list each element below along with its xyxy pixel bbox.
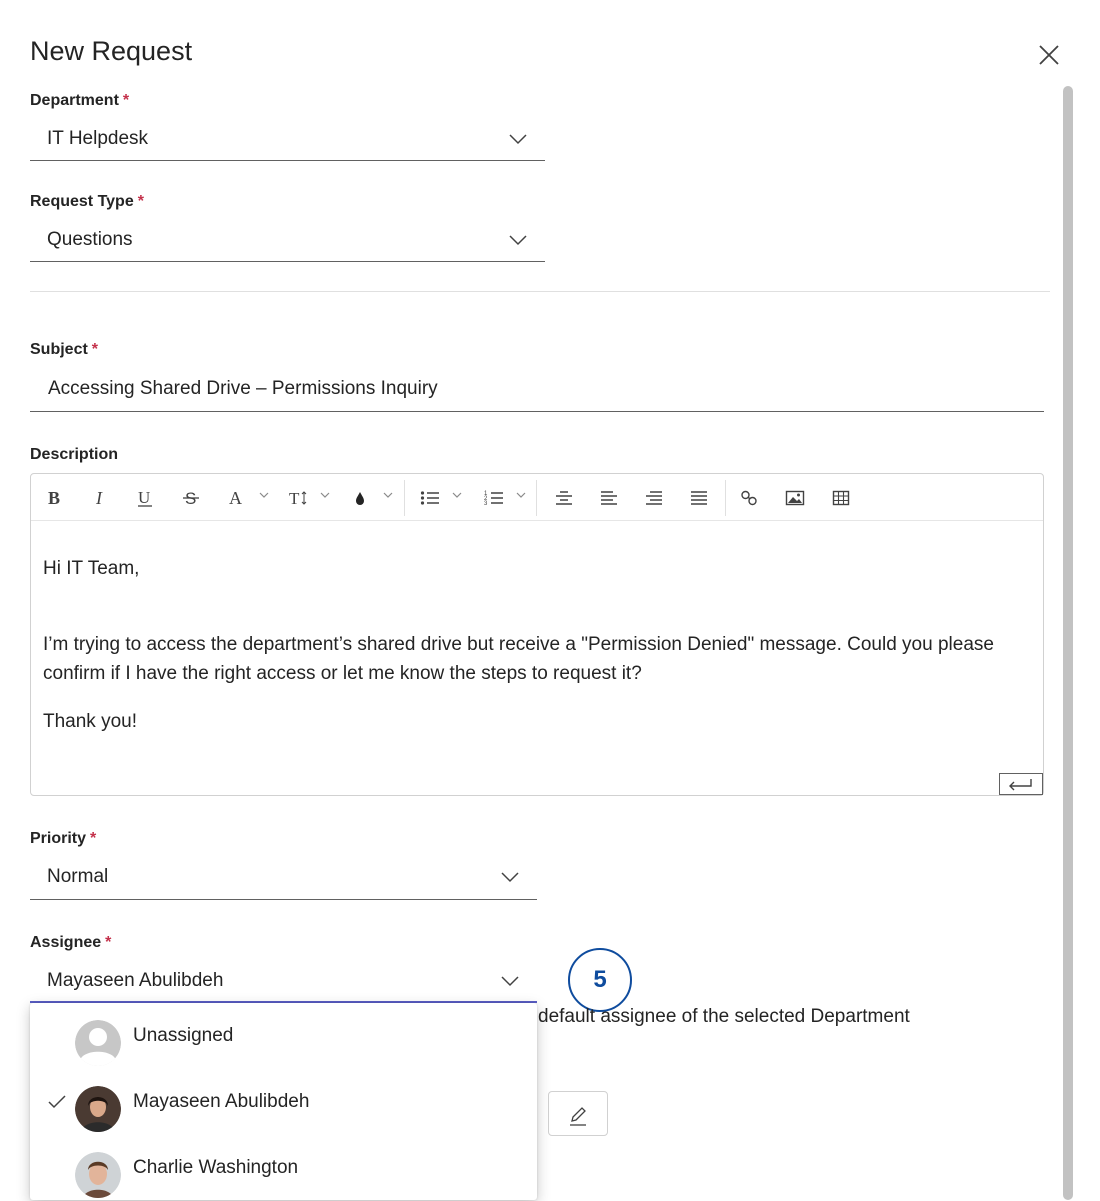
align-right-button[interactable]	[642, 486, 666, 510]
bold-icon	[46, 489, 62, 507]
scrollbar-thumb[interactable]	[1063, 86, 1073, 1200]
editor-paragraph: I’m trying to access the department’s shared drive but receive a "Permission Denied" message. Could you please confirm if I have the right access or let me know the steps to request it?	[43, 634, 994, 684]
toolbar-separator	[725, 480, 726, 516]
dialog-title: New Request	[30, 36, 193, 66]
align-left-icon	[600, 490, 618, 506]
section-divider	[30, 291, 1050, 292]
numbered-list-button[interactable]	[481, 486, 507, 510]
numbered-list-icon	[484, 489, 504, 507]
assignee-select[interactable]	[30, 965, 537, 1003]
department-select[interactable]	[30, 123, 545, 161]
editor-content[interactable]	[43, 554, 1031, 736]
priority-value: Normal	[47, 866, 109, 887]
required-mark: *	[91, 341, 99, 358]
strikethrough-icon	[182, 488, 200, 508]
option-name: Mayaseen Abulibdeh	[133, 1091, 310, 1112]
justify-button[interactable]	[687, 486, 711, 510]
user-photo-icon	[75, 1152, 121, 1198]
svg-text:T: T	[289, 489, 300, 508]
underline-button[interactable]	[134, 486, 156, 510]
table-icon	[832, 490, 850, 506]
bold-button[interactable]	[43, 486, 65, 510]
subject-value: Accessing Shared Drive – Permissions Inquiry	[48, 378, 438, 399]
toolbar-separator	[404, 480, 405, 516]
bullet-list-button[interactable]	[417, 486, 443, 510]
subject-input[interactable]	[30, 371, 1044, 412]
svg-text:I: I	[96, 489, 102, 507]
subject-label: Subject *	[30, 341, 99, 358]
align-left-button[interactable]	[597, 486, 621, 510]
user-photo-icon	[75, 1086, 121, 1132]
chevron-down-icon[interactable]	[452, 491, 462, 499]
font-size-icon	[288, 488, 310, 508]
svg-text:1: 1	[484, 491, 488, 497]
close-icon	[1036, 42, 1062, 68]
required-mark: *	[137, 193, 144, 210]
ink-drop-icon	[353, 490, 367, 506]
chevron-down-icon	[501, 871, 519, 883]
assignee-dropdown	[30, 1003, 537, 1200]
italic-button[interactable]	[89, 486, 111, 510]
required-mark: *	[122, 92, 130, 109]
step-badge: 5	[568, 948, 632, 1012]
chevron-down-icon	[501, 975, 519, 987]
assignee-value: Mayaseen Abulibdeh	[47, 970, 224, 991]
align-center-button[interactable]	[552, 486, 576, 510]
underline-icon	[136, 488, 154, 508]
insert-table-button[interactable]	[829, 486, 853, 510]
chevron-down-icon[interactable]	[383, 491, 393, 499]
option-name: Charlie Washington	[133, 1157, 299, 1178]
insert-link-button[interactable]	[737, 486, 761, 510]
chevron-down-icon[interactable]	[320, 491, 330, 499]
font-size-button[interactable]	[287, 486, 311, 510]
assignee-option-unassigned[interactable]	[30, 1003, 537, 1069]
chevron-down-icon	[509, 133, 527, 145]
required-mark: *	[90, 830, 97, 847]
editor-toolbar	[31, 474, 1043, 521]
required-mark: *	[105, 934, 112, 951]
description-label: Description	[30, 446, 119, 463]
strikethrough-button[interactable]	[180, 486, 202, 510]
request-type-value: Questions	[47, 229, 133, 250]
bullet-list-icon	[420, 490, 440, 506]
avatar	[75, 1020, 121, 1066]
priority-label: Priority *	[30, 830, 97, 847]
description-editor[interactable]	[30, 473, 1044, 796]
assignee-option-charlie[interactable]	[30, 1135, 537, 1201]
enter-key-icon	[1000, 774, 1042, 794]
justify-icon	[690, 490, 708, 506]
italic-icon	[92, 489, 108, 507]
department-label: Department *	[30, 92, 130, 109]
image-icon	[785, 490, 805, 506]
svg-text:U: U	[138, 488, 151, 507]
insert-image-button[interactable]	[783, 486, 807, 510]
assignee-helper-text: default assignee of the selected Department	[538, 1006, 910, 1027]
chevron-down-icon[interactable]	[259, 491, 269, 499]
chevron-down-icon[interactable]	[516, 491, 526, 499]
align-center-icon	[555, 490, 573, 506]
svg-text:3: 3	[484, 501, 488, 507]
highlight-button[interactable]	[349, 486, 371, 510]
request-type-label: Request Type *	[30, 193, 144, 210]
editor-paragraph: Thank you!	[43, 711, 137, 732]
insert-line-break-button[interactable]	[999, 773, 1043, 795]
person-placeholder-icon	[75, 1020, 121, 1066]
link-icon	[740, 489, 758, 507]
font-color-button[interactable]	[225, 486, 247, 510]
priority-select[interactable]	[30, 861, 537, 900]
request-type-select[interactable]	[30, 224, 545, 262]
department-value: IT Helpdesk	[47, 128, 149, 149]
pencil-icon	[549, 1092, 607, 1135]
edit-button[interactable]	[548, 1091, 608, 1136]
svg-text:B: B	[48, 489, 61, 507]
svg-text:2: 2	[484, 496, 488, 502]
toolbar-separator	[536, 480, 537, 516]
svg-text:S: S	[185, 489, 197, 508]
align-right-icon	[645, 490, 663, 506]
avatar	[75, 1086, 121, 1132]
checkmark-icon	[48, 1095, 66, 1109]
close-button[interactable]	[1036, 42, 1062, 68]
chevron-down-icon	[509, 234, 527, 246]
font-color-icon	[227, 488, 245, 508]
assignee-label: Assignee *	[30, 934, 112, 951]
avatar	[75, 1152, 121, 1198]
option-name: Unassigned	[133, 1025, 234, 1046]
svg-text:A: A	[229, 488, 242, 508]
editor-paragraph: Hi IT Team,	[43, 558, 140, 579]
assignee-option-mayaseen[interactable]	[30, 1069, 537, 1135]
